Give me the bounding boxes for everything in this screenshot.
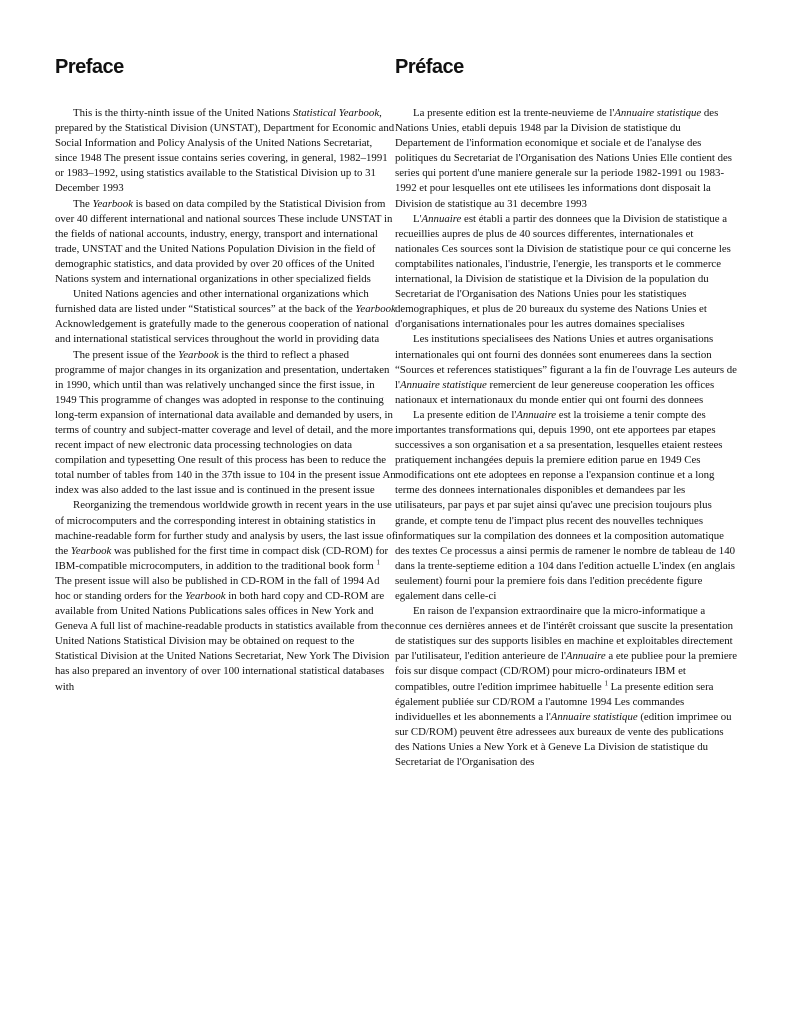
text-run: Les institutions specialisees des Nations Unies et autres organisations internationales qui ont fourni des données sont enumerees dans la section “Sources et references statistiques” figurant a la fin de l'ouvrage Les auteurs de l'	[395, 333, 737, 391]
text-run: This is the thirty-ninth issue of the United Nations	[73, 107, 293, 119]
paragraph	[55, 106, 397, 197]
text-run: La presente edition de l'	[413, 408, 517, 421]
english-column	[55, 58, 397, 695]
text-run: in both hard copy and CD-ROM are available from United Nations Publications sales offices in New York and Geneva A full list of machine-readable products in statistics available from the United Nations Statistical Division may be obtained on request to the Statistical Division at the United Nations Secretariat, New York The Division has also prepared an inventory of over 100 international statistical databases with	[55, 590, 395, 693]
text-run: , prepared by the Statistical Division (UNSTAT), Department for Economic and Social Information and Policy Analysis of the United Nations Secretariat, since 1948 The present issue contains series covering, in general, 1982–1991 or 1983–1992, using statistics available to the Statistical Division up to 31 December 1993	[55, 107, 395, 195]
paragraph	[55, 197, 397, 288]
text-run: The present issue will also be published in CD-ROM in the fall of 1994 Ad hoc or standing orders for the	[55, 574, 380, 602]
italic-title: Annuaire	[421, 212, 462, 225]
italic-title: Yearbook	[355, 303, 396, 316]
paragraph	[55, 348, 397, 499]
paragraph	[395, 212, 737, 333]
text-run: est établi a partir des donnees que la Division de statistique a recueillies aupres de plus de 40 sources differentes, internationales et nationales Ces sources sont la Division de statistique pour ce qui concerne les comptabilites nationales, l'industrie, l'energie, les transports et le commerce international, la Division de statistique et la Division de la population du Secretariat de l'Organisation des Nations Unies pour les statistiques demographiques, et plus de 20 bureaux du systeme des Nations Unies et d'organisations internationales pour les autres domaines specialises	[395, 212, 731, 331]
italic-title: Annuaire	[565, 650, 606, 663]
italic-title: Yearbook	[70, 544, 112, 557]
paragraph	[55, 287, 397, 347]
italic-title: Annuaire	[516, 408, 557, 421]
text-run: The present issue of the	[73, 348, 179, 361]
text-run: is the third to reflect a phased programme of major changes in its organization and presentation, undertaken in 1990, which until than was relatively unchanged since the first issue, in 1949 This programme of changes was adopted in response to the continuing long-term expansion of international data available and demanded by users, in terms of country and subject-matter coverage and level of detail, and the more recent impact of new electronic data processing technologies on data compilation and typesetting One result of this process has been to reduce the total number of tables from 140 in the 37th issue to 104 in the present issue An index was also added to the last issue and is continued in the present issue	[55, 348, 396, 497]
text-run: En raison de l'expansion extraordinaire que la micro-informatique a connue ces dernières annees et de l'intérêt croissant que suscite la presentation de statistiques sur des supports lisibles en machine et exploitables directement par l'utilisateur, l'edition anterieure de l'	[395, 605, 734, 663]
text-run: L'	[413, 212, 422, 225]
text-run: was published for the first time in compact disk (CD-ROM) for IBM-compatible microcomputers, in addition to the traditional book form	[55, 544, 389, 572]
footnote-marker: 1	[376, 558, 380, 567]
preface-heading: Preface	[55, 56, 124, 78]
text-run: Reorganizing the tremendous worldwide growth in recent years in the use of microcomputers and the corresponding interest in obtaining statistics in machine-readable form for further study and analysis by users, the last issue of the	[55, 499, 396, 557]
italic-title: Annuaire statistique	[614, 107, 702, 119]
text-run: remercient de leur genereuse cooperation les offices nationaux et internationaux du monde entier qui ont fourni des donnees	[395, 378, 715, 406]
english-body	[55, 106, 397, 695]
italic-title: Yearbook	[185, 590, 226, 602]
italic-title: Yearbook	[92, 197, 133, 210]
footnote-marker: 1	[604, 678, 608, 687]
paragraph	[55, 498, 397, 694]
italic-title: Statistical Yearbook	[292, 107, 380, 119]
italic-title: Yearbook	[178, 348, 219, 361]
preface-heading-fr: Préface	[395, 56, 464, 78]
text-run: a ete publiee pour la premiere fois sur disque compact (CD/ROM) pour micro-ordinateurs IBM et compatibles, outre l'edition imprimee habituelle	[395, 650, 738, 693]
text-run: Acknowledgement is gratefully made to the generous cooperation of national and international statistical services throughout the world in providing data	[55, 318, 389, 346]
italic-title: Annuaire statistique	[399, 378, 487, 391]
paragraph	[395, 604, 737, 770]
french-body	[395, 106, 737, 770]
paragraph	[395, 332, 737, 407]
text-run: (edition imprimee ou sur CD/ROM) peuvent être adressees aux bureaux de vente des publications des Nations Unies a New York et à Geneve La Division de statistique du Secretariat de l'Organisation des	[395, 710, 732, 769]
text-run: La presente edition sera également publiée sur CD/ROM a l'automne 1994 Les commandes individuelles et les abonnements a l'	[395, 680, 714, 723]
paragraph	[395, 106, 737, 212]
text-run: The	[73, 197, 93, 210]
french-column	[395, 58, 737, 770]
text-run: des Nations Unies, etabli depuis 1948 par la Division de statistique du Departement de l'information economique et sociale et de l'analyse des politiques du Secretariat de l'Organisation des Nations Unies Elle contient des series qui portent d'une maniere generale sur la periode 1982-1991 ou 1983-1992 et pour lesquelles ont ete utilisees les informations dont disposait la Division de statistique au 31 decembre 1993	[395, 107, 732, 210]
text-run: United Nations agencies and other international organizations which furnished data are listed under “Statistical sources” at the back of the	[55, 288, 369, 316]
italic-title: Annuaire statistique	[550, 710, 638, 723]
text-run: La presente edition est la trente-neuvieme de l'	[413, 107, 615, 119]
text-run: is based on data compiled by the Statistical Division from over 40 different international and national sources These include UNSTAT in the fields of national accounts, industry, energy, transport and international trade, UNSTAT and the United Nations Population Division in the field of demographic statistics, and data provided by over 20 offices of the United Nations system and international organizations in other specialized fields	[55, 197, 393, 286]
paragraph	[395, 408, 737, 604]
text-run: est la troisieme a tenir compte des importantes transformations qui, depuis 1990, ont ete apportees par etapes successives a son organisation et a sa presentation, lesquelles etaient restees pratiquement inchangées depuis la premiere edition parue en 1949 Ces modifications ont ete adoptees en reponse a l'expansion continue et a long terme des donnees internationales disponibles et demandees par les utilisateurs, par pays et par sujet ainsi qu'avec une precision toujours plus grande, et compte tenu de l'impact plus recent des nouvelles techniques informatiques sur la compilation des donnees et la composition automatique des textes Ce processus a ainsi permis de ramener le nombre de tableau de 140 dans la trente-septieme edition a 104 dans l'edition actuelle L'index (en anglais seulement) fourni pour la premiere fois dans l'edition precédente figure egalement dans celle-ci	[395, 408, 735, 602]
